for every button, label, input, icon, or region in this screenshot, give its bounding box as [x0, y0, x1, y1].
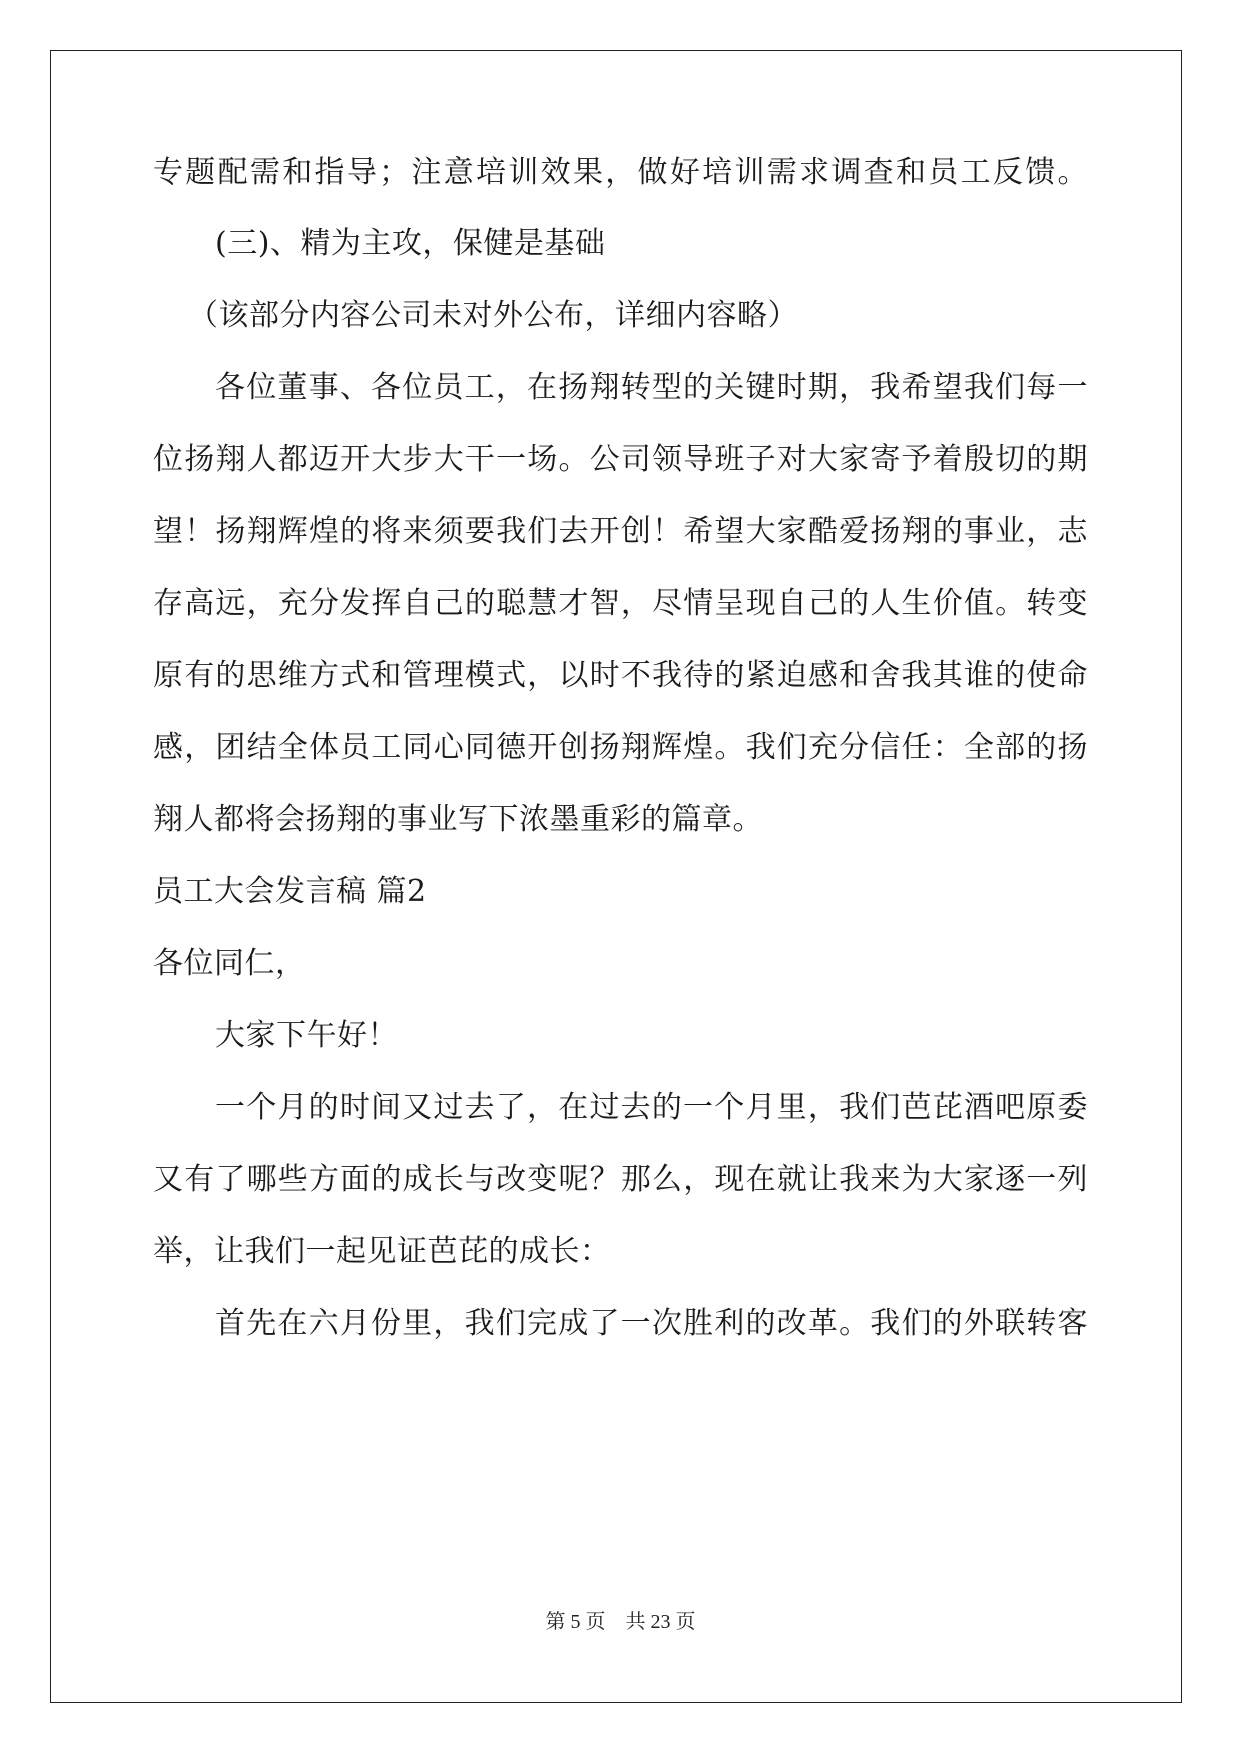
paragraph-line: 存高远，充分发挥自己的聪慧才智，尽情呈现自己的人生价值。转变 — [153, 586, 1088, 621]
paragraph-line: 又有了哪些方面的成长与改变呢？那么，现在就让我来为大家逐一列 — [153, 1162, 1088, 1197]
paragraph-line: （该部分内容公司未对外公布，详细内容略） — [188, 298, 798, 333]
paragraph-line: 原有的思维方式和管理模式，以时不我待的紧迫感和舍我其谁的使命 — [153, 658, 1088, 693]
paragraph-line: 一个月的时间又过去了，在过去的一个月里，我们芭芘酒吧原委 — [215, 1090, 1088, 1125]
greeting: 大家下午好！ — [215, 1018, 398, 1053]
paragraph-line: 专题配需和指导；注意培训效果，做好培训需求调查和员工反馈。 — [153, 155, 1088, 190]
article-title: 员工大会发言稿 篇2 — [153, 874, 427, 909]
salutation: 各位同仁， — [153, 946, 306, 981]
paragraph-line: 望！扬翔辉煌的将来须要我们去开创！希望大家酷爱扬翔的事业，志 — [153, 514, 1088, 549]
paragraph-line: 各位董事、各位员工，在扬翔转型的关键时期，我希望我们每一 — [215, 370, 1088, 405]
section-heading: (三)、精为主攻，保健是基础 — [215, 226, 606, 261]
paragraph-line: 举，让我们一起见证芭芘的成长： — [153, 1234, 611, 1269]
paragraph-line: 感，团结全体员工同心同德开创扬翔辉煌。我们充分信任：全部的扬 — [153, 730, 1088, 765]
page-footer — [0, 1610, 1241, 1634]
paragraph-line: 位扬翔人都迈开大步大干一场。公司领导班子对大家寄予着殷切的期 — [153, 442, 1088, 477]
paragraph-line: 翔人都将会扬翔的事业写下浓墨重彩的篇章。 — [153, 802, 763, 837]
page-number-label: 第 5 页 共 23 页 — [545, 1611, 696, 1633]
paragraph-line: 首先在六月份里，我们完成了一次胜利的改革。我们的外联转客 — [215, 1306, 1088, 1341]
